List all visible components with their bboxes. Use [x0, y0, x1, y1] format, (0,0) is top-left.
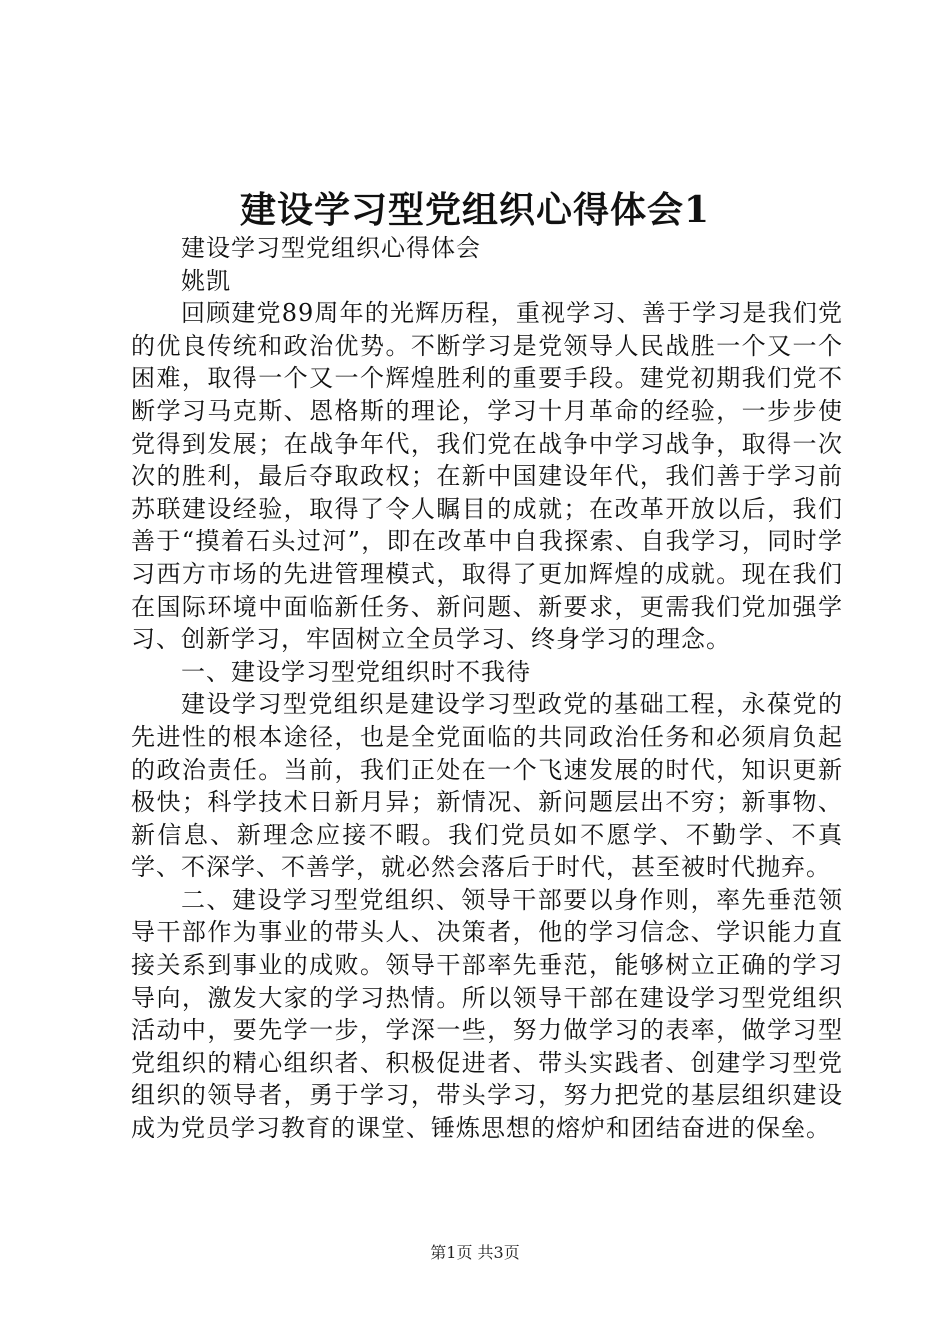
intro-paragraph: 回顾建党89周年的光辉历程，重视学习、善于学习是我们党的优良传统和政治优势。不断学习是党领导人民战胜一个又一个困难，取得一个又一个辉煌胜利的重要手段。建党初期我们党不断学习马克斯、恩格斯的理论，学习十月革命的经验，一步步使党得到发展；在战争年代，我们党在战争中学习战争，取得一次次的胜利，最后夺取政权；在新中国建设年代，我们善于学习前苏联建设经验，取得了令人瞩目的成就；在改革开放以后，我们善于“摸着石头过河”，即在改革中自我探索、自我学习，同时学习西方市场的先进管理模式，取得了更加辉煌的成就。现在我们在国际环境中面临新任务、新问题、新要求，更需我们党加强学习、创新学习，牢固树立全员学习、终身学习的理念。 — [131, 299, 843, 654]
section-heading-1: 一、建设学习型党组织时不我待 — [181, 657, 531, 686]
section-1-paragraph: 建设学习型党组织是建设学习型政党的基础工程，永葆党的先进性的根本途径，也是全党面临的共同政治任务和必须肩负起的政治责任。当前，我们正处在一个飞速发展的时代，知识更新极快；科学技术日新月异；新情况、新问题层出不穷；新事物、新信息、新理念应接不暇。我们党员如不愿学、不勤学、不真学、不深学、不善学，就必然会落后于时代，甚至被时代抛弃。 — [131, 690, 843, 882]
page-footer: 第1页 共3页 — [430, 1243, 520, 1262]
subtitle-paragraph: 建设学习型党组织心得体会 — [181, 234, 481, 262]
document-title: 建设学习型党组织心得体会1 — [239, 189, 711, 231]
section-2-paragraph: 二、建设学习型党组织、领导干部要以身作则，率先垂范领导干部作为事业的带头人、决策者，他的学习信念、学识能力直接关系到事业的成败。领导干部率先垂范，能够树立正确的学习导向，激发大家的学习热情。所以领导干部在建设学习型党组织活动中，要先学一步，学深一些，努力做学习的表率，做学习型党组织的精心组织者、积极促进者、带头实践者、创建学习型党组织的领导者，勇于学习，带头学习，努力把党的基层组织建设成为党员学习教育的课堂、锤炼思想的熔炉和团结奋进的保垒。 — [131, 885, 843, 1143]
document-body — [131, 232, 843, 1145]
author-paragraph: 姚凯 — [181, 266, 231, 295]
